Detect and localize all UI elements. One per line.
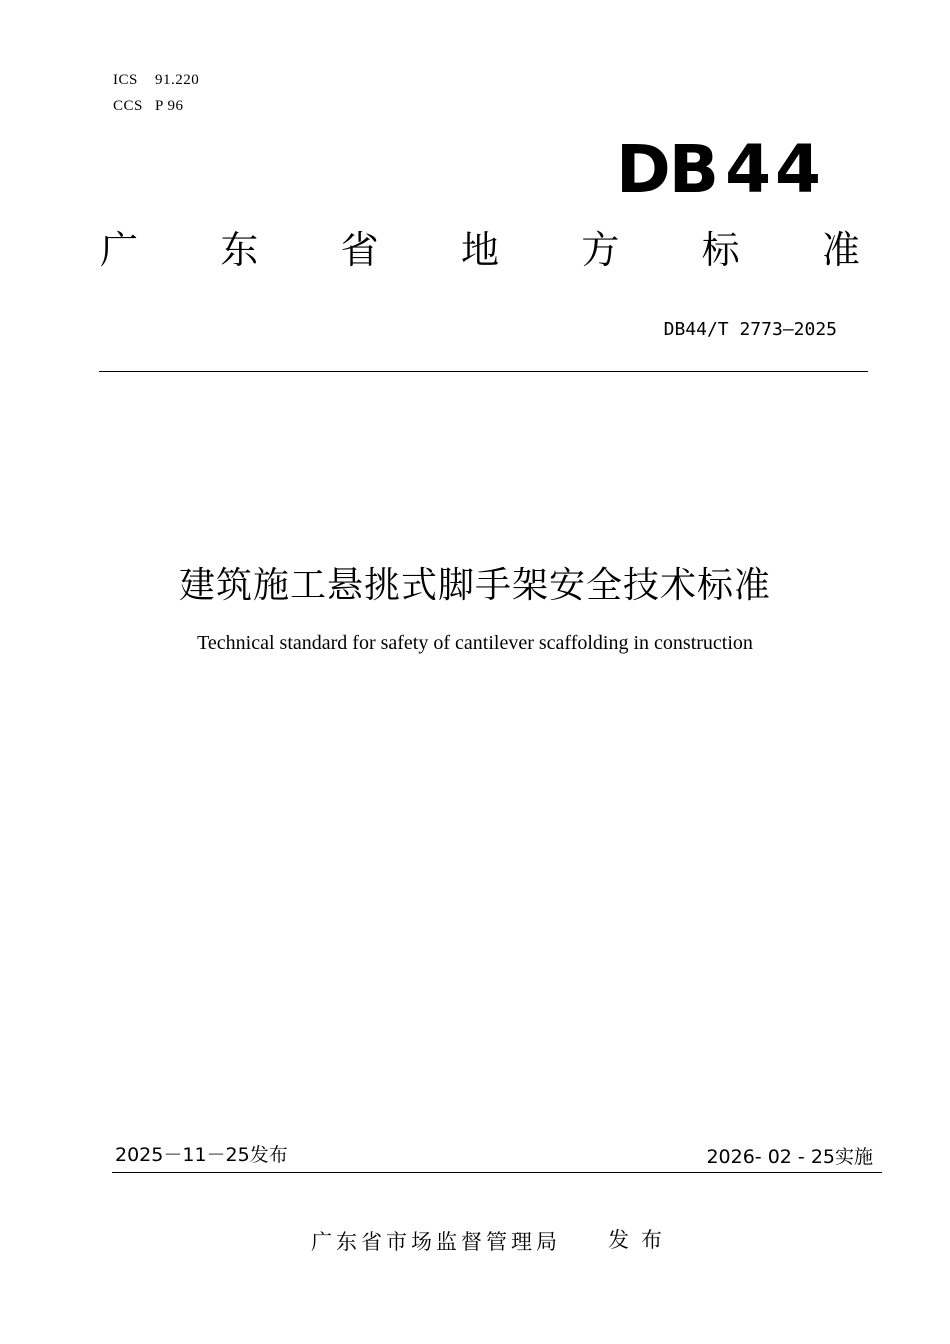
logo-number: 44 (725, 131, 825, 208)
standard-type-char: 方 (581, 228, 620, 272)
issuer-name: 广东省市场监督管理局 (311, 1230, 561, 1254)
standard-number: DB44/T 2773—2025 (663, 319, 837, 340)
standard-type-char: 东 (220, 228, 259, 272)
ics-label: ICS (113, 72, 138, 88)
standard-type (100, 226, 860, 274)
ics-value: 91.220 (155, 72, 200, 88)
standard-type-char: 准 (821, 228, 860, 272)
ccs-value: P 96 (155, 98, 184, 114)
top-divider (99, 371, 868, 372)
ics-code (113, 71, 199, 89)
standard-type-char: 地 (460, 228, 499, 272)
title-english: Technical standard for safety of cantilever scaffolding in construction (197, 632, 753, 654)
ccs-label: CCS (113, 98, 143, 114)
db44-logo (616, 131, 825, 208)
issue-label: 发布 (608, 1228, 674, 1252)
ccs-code (113, 97, 184, 115)
title-chinese: 建筑施工悬挑式脚手架安全技术标准 (178, 565, 771, 606)
standard-type-char: 省 (340, 228, 379, 272)
logo-prefix: DB (616, 131, 718, 208)
standard-type-char: 标 (701, 228, 740, 272)
issue-date: 2025－11－25发布 (115, 1144, 288, 1166)
bottom-divider (112, 1172, 882, 1173)
standard-type-char: 广 (100, 228, 139, 272)
implementation-date: 2026- 02 - 25实施 (706, 1146, 873, 1168)
